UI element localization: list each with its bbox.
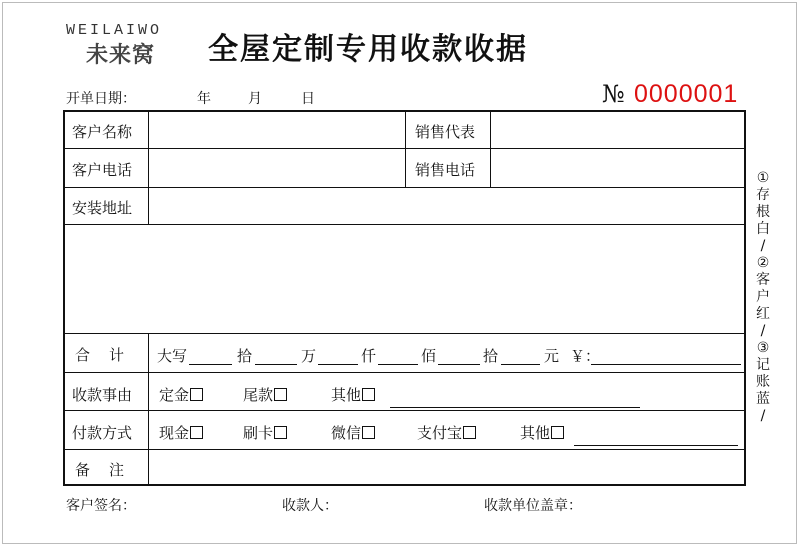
- checkbox-icon[interactable]: [190, 426, 203, 439]
- method-card[interactable]: [243, 422, 287, 443]
- payee-label: 收款人：: [282, 498, 338, 514]
- reason-other-label: 其他: [331, 386, 362, 404]
- checkbox-icon[interactable]: [362, 388, 375, 401]
- unit-shi-1: 拾: [237, 347, 253, 365]
- sales-phone-label: 销售电话: [415, 161, 476, 179]
- checkbox-icon[interactable]: [190, 388, 203, 401]
- date-day-label: 日: [301, 91, 315, 107]
- unit-yuan: 元: [544, 347, 560, 365]
- checkbox-icon[interactable]: [551, 426, 564, 439]
- method-cash-label: 现金: [159, 424, 190, 442]
- method-cash[interactable]: [159, 422, 203, 443]
- customer-name-label: 客户名称: [72, 123, 133, 141]
- unit-bai: 佰: [421, 347, 437, 365]
- unit-qian: 仟: [361, 347, 377, 365]
- remarks-label: 备 注: [75, 461, 127, 479]
- serial-number: 0000001: [634, 80, 739, 108]
- sales-rep-label: 销售代表: [415, 123, 476, 141]
- date-month-label: 月: [248, 91, 262, 107]
- reason-balance-label: 尾款: [243, 386, 274, 404]
- currency-symbol: ￥：: [570, 347, 601, 365]
- method-alipay[interactable]: [417, 422, 476, 443]
- logo-wordmark: WEILAIWO: [66, 22, 163, 39]
- customer-phone-label: 客户电话: [72, 161, 133, 179]
- method-other-label: 其他: [520, 424, 551, 442]
- receipt-title: 全屋定制专用收款收据: [208, 32, 528, 67]
- method-wechat[interactable]: [331, 422, 375, 443]
- reason-balance[interactable]: [243, 384, 287, 405]
- logo-chinese: 未来窝: [86, 43, 156, 68]
- reason-deposit[interactable]: [159, 384, 203, 405]
- date-year-label: 年: [197, 91, 211, 107]
- checkbox-icon[interactable]: [274, 426, 287, 439]
- receipt-table: [63, 110, 746, 486]
- payment-method-label: 付款方式: [72, 424, 133, 442]
- copy-distribution-note: ① 存 根 白 / ② 客 户 红 / ③ 记 账 蓝 /: [756, 170, 770, 424]
- checkbox-icon[interactable]: [274, 388, 287, 401]
- install-address-label: 安装地址: [72, 199, 133, 217]
- serial-prefix: №: [602, 80, 625, 108]
- unit-shi-2: 拾: [483, 347, 499, 365]
- method-card-label: 刷卡: [243, 424, 274, 442]
- reason-deposit-label: 定金: [159, 386, 190, 404]
- reason-other[interactable]: [331, 384, 375, 405]
- unit-wan: 万: [301, 347, 317, 365]
- method-other[interactable]: [520, 422, 564, 443]
- payment-reason-label: 收款事由: [72, 386, 133, 404]
- amount-words-label: 大写: [157, 347, 188, 365]
- date-label: 开单日期：: [66, 91, 136, 107]
- checkbox-icon[interactable]: [463, 426, 476, 439]
- checkbox-icon[interactable]: [362, 426, 375, 439]
- customer-signature-label: 客户签名：: [66, 498, 136, 514]
- payee-unit-seal-label: 收款单位盖章：: [484, 498, 582, 514]
- method-wechat-label: 微信: [331, 424, 362, 442]
- method-alipay-label: 支付宝: [417, 424, 463, 442]
- total-label: 合 计: [75, 346, 127, 364]
